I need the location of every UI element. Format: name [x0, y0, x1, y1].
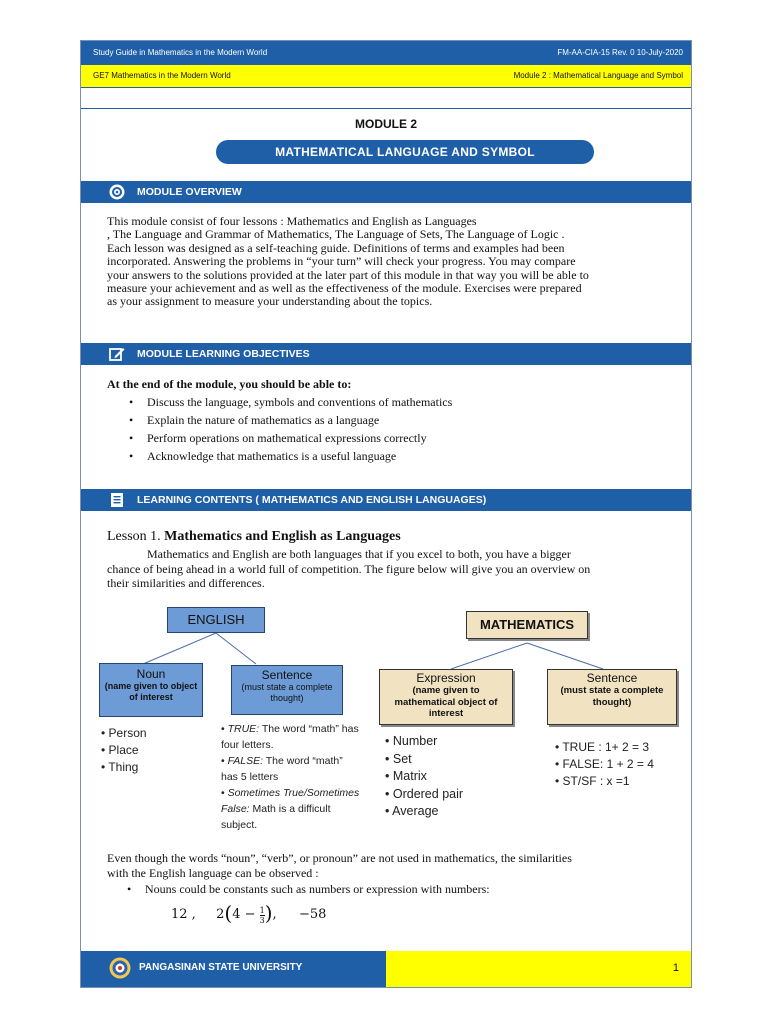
fraction: $\frac{1}{3}$ — [259, 906, 265, 925]
similarities-text — [107, 851, 682, 881]
objectives-section-bar — [81, 343, 691, 365]
contents-section-bar — [81, 489, 691, 511]
math-sentence-items — [555, 739, 654, 790]
objectives-title: MODULE LEARNING OBJECTIVES — [137, 348, 310, 360]
list-item: • Thing — [101, 760, 139, 774]
lesson-heading — [107, 529, 401, 545]
overview-line: incorporated. Answering the problems in “your turn” will check your progress. You may compare — [107, 254, 576, 269]
overview-section-bar — [81, 181, 691, 203]
list-item: • Set — [385, 751, 412, 766]
lesson-intro-line: Mathematics and English are both languages that if you excel to both, you have a bigger — [147, 547, 571, 561]
university-name: PANGASINAN STATE UNIVERSITY — [139, 962, 303, 973]
objectives-intro: At the end of the module, you should be able to: — [107, 377, 352, 391]
form-code: FM-AA-CIA-15 Rev. 0 10-July-2020 — [557, 48, 683, 57]
overview-text — [107, 215, 682, 309]
noun-box — [99, 663, 203, 717]
target-icon — [109, 184, 125, 200]
university-seal-icon — [109, 957, 131, 979]
expression-subtitle: (name given to mathematical object of interest — [394, 685, 498, 719]
math-sentence-title: Sentence — [586, 671, 638, 685]
noun-items — [101, 725, 147, 776]
objectives-list — [127, 393, 452, 465]
guide-title: Study Guide in Mathematics in the Modern World — [93, 48, 268, 57]
list-item: • Person — [101, 726, 147, 740]
bullet-dot: • — [129, 413, 134, 427]
header-top-bar — [81, 41, 691, 65]
document-icon — [109, 492, 125, 508]
english-sentence-title: Sentence — [261, 668, 313, 682]
english-sentence-items — [221, 721, 361, 833]
overview-line: Each lesson was designed as a self-teaching guide. Definitions of terms and examples had been — [107, 240, 565, 255]
list-item: • Explain the nature of mathematics as a language — [129, 413, 380, 427]
module-title: MATHEMATICAL LANGUAGE AND SYMBOL — [216, 140, 594, 164]
expression-items — [385, 733, 463, 821]
lesson-intro-line: chance of being ahead in a world full of competition. The figure below will give you an overview on — [107, 561, 591, 576]
pencil-square-icon — [109, 346, 125, 362]
header-divider — [81, 108, 691, 109]
bullet-dot: • — [127, 882, 132, 896]
bullet-dot: • — [129, 449, 134, 463]
overview-line: measure your achievement and as well as the effectiveness of the module. Exercises were prepared — [107, 281, 582, 296]
overview-line: as your assignment to measure your understanding about the topics. — [107, 294, 433, 309]
expression-box — [379, 669, 513, 725]
list-item: • Number — [385, 734, 438, 748]
module-reference: Module 2 : Mathematical Language and Symbol — [513, 71, 683, 80]
contents-title: LEARNING CONTENTS ( MATHEMATICS AND ENGLISH LANGUAGES) — [137, 494, 487, 506]
similarities-line: with the English language can be observed : — [107, 866, 319, 880]
nouns-bullet: • Nouns could be constants such as numbers or expression with numbers: — [127, 882, 490, 896]
list-item: • Average — [385, 804, 439, 818]
lesson-intro — [107, 547, 682, 591]
lesson-intro-line: their similarities and differences. — [107, 576, 265, 590]
math-example: 12 , 2(4 − $\frac{1}{3}$ ), −58 — [171, 901, 327, 925]
english-box: ENGLISH — [167, 607, 265, 633]
list-item: • Sometimes True/Sometimes False: Math is a difficult subject. — [221, 787, 360, 831]
english-sentence-subtitle: (must state a complete thought) — [241, 682, 333, 703]
lesson-label: Lesson 1. — [107, 529, 161, 544]
math-sentence-box — [547, 669, 677, 725]
footer-page-bar — [386, 951, 691, 987]
list-item: • ST/SF : x =1 — [555, 774, 630, 788]
list-item: • Ordered pair — [385, 786, 464, 801]
list-item: • Discuss the language, symbols and conventions of mathematics — [129, 395, 453, 409]
list-item: • TRUE: The word “math” has four letters. — [221, 723, 359, 751]
comparison-figure — [81, 599, 691, 839]
header-course-bar — [81, 65, 691, 88]
list-item: • Place — [101, 743, 139, 757]
english-sentence-box — [231, 665, 343, 715]
list-item: • Perform operations on mathematical expressions correctly — [129, 431, 427, 445]
overview-title: MODULE OVERVIEW — [137, 186, 242, 198]
lesson-title: Mathematics and English as Languages — [164, 529, 401, 544]
overview-line: , The Language and Grammar of Mathematics, The Language of Sets, The Language of Logic . — [107, 227, 565, 242]
noun-subtitle: (name given to object of interest — [104, 681, 198, 702]
list-item: • FALSE: 1 + 2 = 4 — [555, 757, 654, 771]
similarities-line: Even though the words “noun”, “verb”, or pronoun” are not used in mathematics, the similarities — [107, 851, 572, 865]
mathematics-box: MATHEMATICS — [466, 611, 588, 639]
page-number: 1 — [672, 962, 679, 974]
module-number: MODULE 2 — [354, 117, 417, 131]
list-item: • Matrix — [385, 769, 427, 783]
bullet-dot: • — [129, 395, 134, 409]
document-page — [80, 40, 692, 988]
list-item: • FALSE: The word “math” has 5 letters — [221, 755, 343, 783]
overview-line: your answers to the solutions provided at the later part of this module in that way you will be able to — [107, 267, 589, 282]
expression-title: Expression — [416, 671, 476, 685]
list-item: • TRUE : 1+ 2 = 3 — [555, 740, 650, 754]
noun-title: Noun — [136, 667, 166, 681]
overview-line: This module consist of four lessons : Mathematics and English as Languages — [107, 214, 477, 228]
list-item: • Acknowledge that mathematics is a useful language — [129, 449, 397, 463]
course-name: GE7 Mathematics in the Modern World — [93, 71, 231, 80]
math-sentence-subtitle: (must state a complete thought) — [560, 685, 664, 708]
bullet-dot: • — [129, 431, 134, 445]
